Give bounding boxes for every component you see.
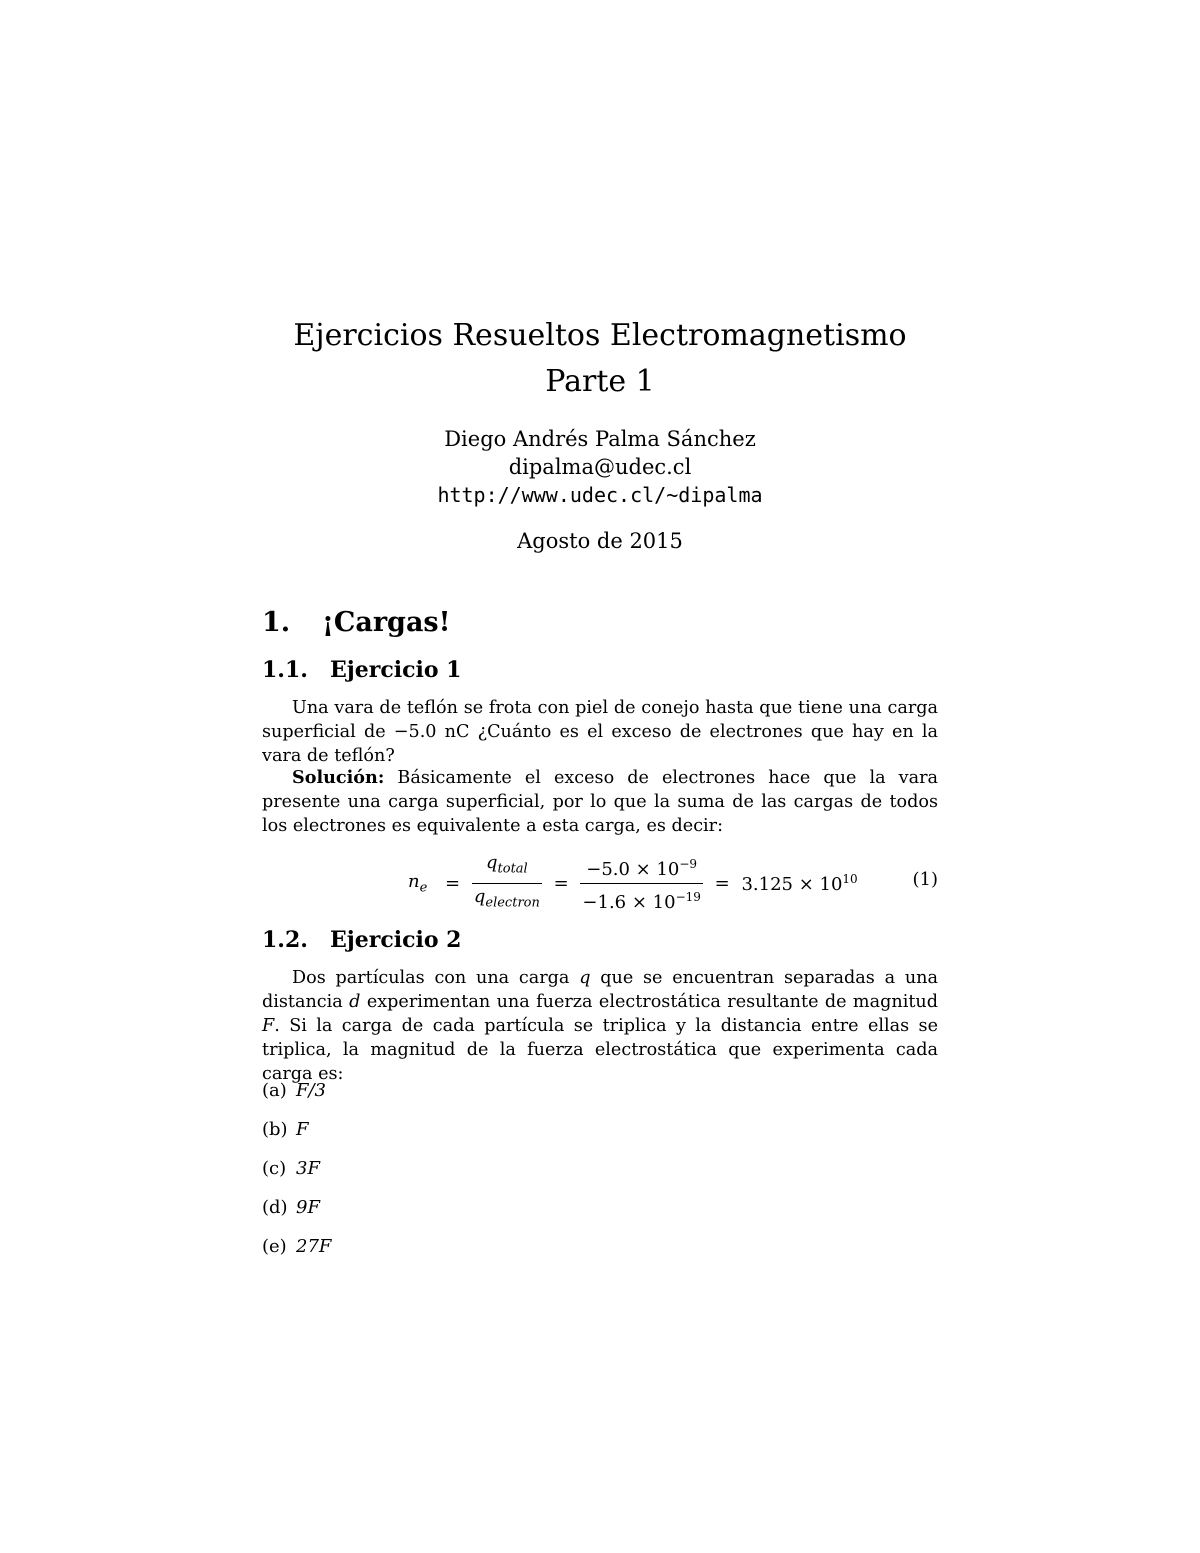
subsection-number: 1.2. [262, 927, 308, 953]
eq-lhs: n [408, 870, 420, 892]
eq-fraction-1 [472, 852, 542, 914]
subsection-title: Ejercicio 1 [330, 657, 462, 683]
option-label: (e) [262, 1236, 287, 1257]
subsection-heading-2 [262, 926, 461, 954]
stmt-part: experimentan una fuerza electrostática resultante de magnitud [360, 992, 938, 1012]
eq-frac2-num: −5.0 × 10 [586, 858, 680, 880]
stmt-part: . Si la carga de cada partícula se triplica y la distancia entre ellas se triplica, la magnitud de la fuerza electrostática que experimenta cada carga es: [262, 1016, 938, 1084]
var-q: q [579, 968, 591, 988]
author-url: http://www.udec.cl/~dipalma [437, 483, 763, 507]
option-label: (d) [262, 1197, 288, 1218]
exercise-1-solution [262, 766, 938, 838]
answer-options [262, 1078, 331, 1273]
author-name: Diego Andrés Palma Sánchez [444, 427, 756, 451]
var-F: F [262, 1016, 275, 1036]
stmt-part: Dos partículas con una carga [292, 968, 580, 988]
eq-frac2-num-exp: −9 [679, 856, 698, 871]
doc-date: Agosto de 2015 [517, 529, 683, 553]
var-d: d [349, 992, 361, 1012]
equation-number: (1) [912, 869, 938, 890]
option-value: 9F [296, 1197, 320, 1218]
eq-frac2-den: −1.6 × 10 [582, 891, 676, 913]
option-label: (c) [262, 1158, 287, 1179]
section-heading [262, 606, 451, 640]
option-b [262, 1117, 331, 1156]
eq-result-exp: 10 [842, 871, 858, 886]
eq-result: 3.125 × 10 [741, 873, 843, 895]
author-email: dipalma@udec.cl [508, 455, 692, 479]
option-value: 3F [296, 1158, 320, 1179]
eq-frac1-den-sub: electron [485, 895, 540, 911]
subsection-title: Ejercicio 2 [330, 927, 462, 953]
doc-subtitle: Parte 1 [545, 364, 655, 399]
doc-title: Ejercicios Resueltos Electromagnetismo [293, 318, 907, 353]
option-value: 27F [296, 1236, 332, 1257]
subsection-number: 1.1. [262, 657, 308, 683]
eq-fraction-2 [580, 853, 702, 914]
stmt-part: que se encuentran separadas a una distancia [262, 968, 938, 1012]
option-label: (b) [262, 1119, 288, 1140]
option-c [262, 1156, 331, 1195]
subsection-heading-1 [262, 656, 461, 684]
solution-text: Básicamente el exceso de electrones hace que la vara presente una carga superficial, por lo que la suma de las cargas de todos los electrones es equivalente a esta carga, es decir: [262, 768, 938, 836]
equation-1 [262, 852, 938, 913]
solution-label: Solución: [292, 767, 385, 788]
section-number: 1. [262, 607, 291, 638]
equation-body: $n_e$ = $\frac{q_{total}}{q_{electron}}$ = $\frac{-5.0 \times 10^{-9}}{-1.6 \times 10^{-19}}$ = $3.125 \times 10^{10}$ [408, 852, 858, 913]
option-value: F/3 [296, 1080, 327, 1101]
eq-frac1-num: q [486, 852, 498, 873]
option-label: (a) [262, 1080, 287, 1101]
eq-frac2-den-exp: −19 [675, 889, 701, 904]
option-e [262, 1234, 331, 1273]
exercise-2-statement [262, 966, 938, 1086]
eq-frac1-num-sub: total [497, 861, 528, 877]
option-value: F [296, 1119, 309, 1140]
section-title: ¡Cargas! [322, 607, 451, 638]
option-d [262, 1195, 331, 1234]
option-a [262, 1078, 331, 1117]
eq-lhs-sub: e [419, 880, 428, 896]
eq-frac1-den: q [473, 885, 486, 907]
exercise-1-statement: Una vara de teflón se frota con piel de conejo hasta que tiene una carga superficial de −5.0 nC ¿Cuánto es el exceso de electrones que hay en la vara de teflón? [262, 698, 938, 766]
